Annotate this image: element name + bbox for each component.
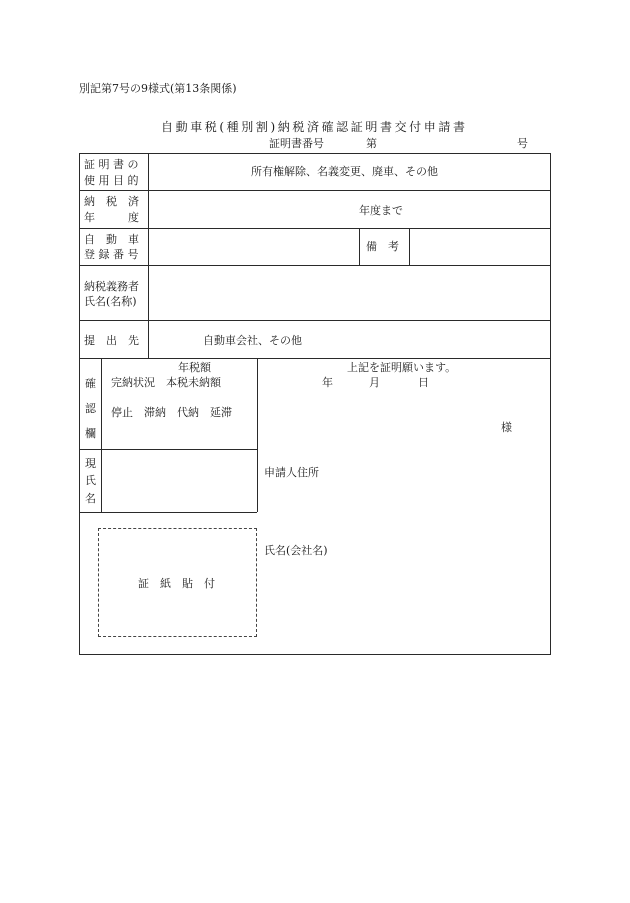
form-title: 自動車税(種別割)納税済確認証明書交付申請書 [161, 120, 468, 134]
taxyear-label-line1: 納 税 済 [84, 195, 139, 208]
cert-number-go: 号 [517, 137, 528, 150]
date-day: 日 [418, 376, 429, 389]
taxpayer-label-line1: 納税義務者 [84, 280, 139, 293]
submit-value: 自動車会社、その他 [203, 334, 302, 347]
purpose-label-line1: 証 明 書 の [84, 158, 139, 171]
taxyear-label-line2: 年 度 [84, 211, 139, 224]
confirm-label-char1: 確 [85, 377, 96, 390]
submit-label: 提 出 先 [84, 334, 139, 347]
purpose-label-line2: 使 用 目 的 [84, 174, 139, 187]
cert-number-dai: 第 [366, 137, 377, 150]
applicant-name-label: 氏名(会社名) [264, 544, 328, 557]
payment-status-line: 完納状況 本税未納額 [111, 376, 221, 389]
confirm-label-char2: 認 [85, 402, 96, 415]
vehicle-label-line1: 自 動 車 [84, 233, 139, 246]
date-year: 年 [322, 376, 333, 389]
certify-request-text: 上記を証明願います。 [347, 361, 457, 374]
date-month: 月 [369, 376, 380, 389]
status-flags: 停止 滞納 代納 延滞 [111, 406, 232, 419]
purpose-value: 所有権解除、名義変更、廃車、その他 [251, 165, 438, 178]
addressee-sama: 様 [501, 421, 512, 434]
stamp-label: 証 紙 貼 付 [138, 577, 215, 590]
form-reference: 別記第7号の9様式(第13条関係) [79, 82, 237, 95]
remarks-label: 備 考 [366, 240, 399, 253]
applicant-address-label: 申請人住所 [264, 466, 319, 479]
taxyear-value: 年度まで [359, 204, 403, 217]
current-label-char3: 名 [85, 492, 96, 505]
cert-number-label: 証明書番号 [269, 137, 324, 150]
annual-tax-label: 年税額 [178, 361, 211, 374]
vehicle-label-line2: 登 録 番 号 [84, 248, 139, 261]
current-label-char1: 現 [85, 457, 96, 470]
confirm-label-char3: 欄 [85, 427, 96, 440]
taxpayer-label-line2: 氏名(名称) [84, 295, 137, 308]
current-label-char2: 氏 [85, 474, 96, 487]
